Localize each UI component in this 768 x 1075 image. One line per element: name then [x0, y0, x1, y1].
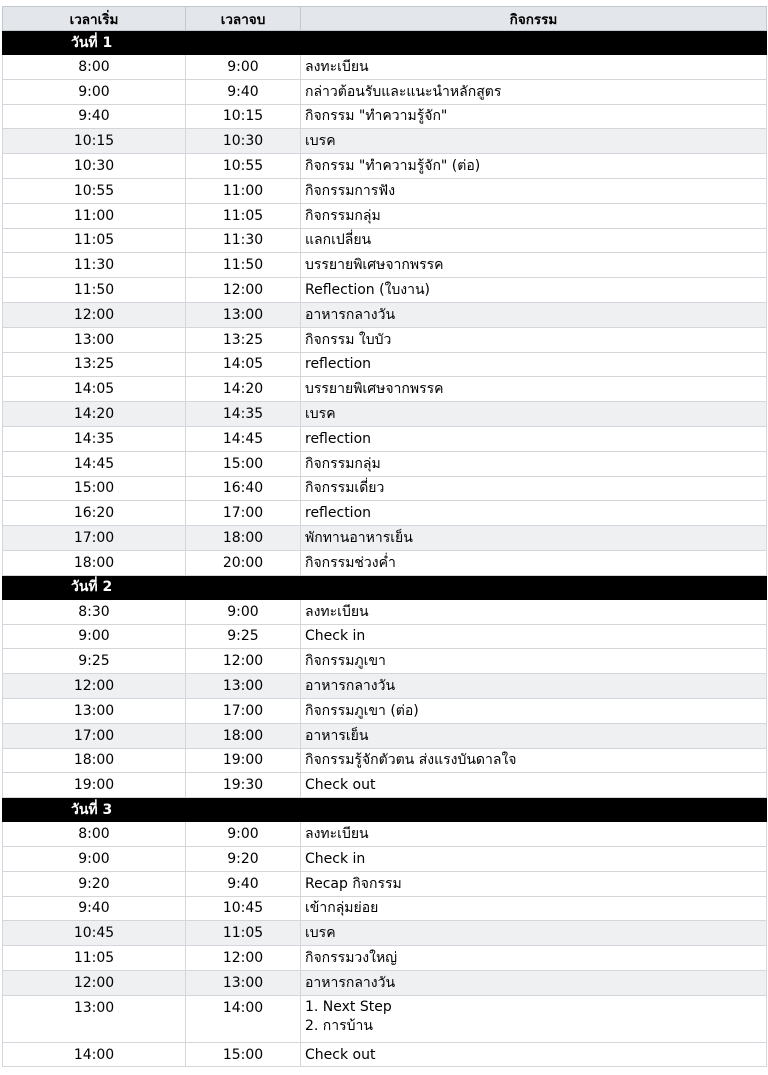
start-time-cell[interactable]: 11:50: [3, 278, 186, 303]
start-time-cell[interactable]: 14:05: [3, 377, 186, 402]
end-time-cell[interactable]: 18:00: [186, 526, 301, 551]
activity-cell[interactable]: reflection: [301, 426, 767, 451]
activity-cell[interactable]: กิจกรรมการฟัง: [301, 178, 767, 203]
end-time-cell[interactable]: 14:00: [186, 995, 301, 1042]
start-time-cell[interactable]: 12:00: [3, 674, 186, 699]
activity-cell[interactable]: เข้ากลุ่มย่อย: [301, 896, 767, 921]
schedule-row: [3, 104, 767, 129]
start-time-cell[interactable]: 9:40: [3, 104, 186, 129]
activity-cell[interactable]: อาหารกลางวัน: [301, 970, 767, 995]
start-time-cell[interactable]: 14:45: [3, 451, 186, 476]
schedule-table: [2, 6, 767, 1067]
day-label[interactable]: วันที่ 2: [3, 575, 186, 599]
end-time-cell[interactable]: 15:00: [186, 451, 301, 476]
schedule-row: [3, 674, 767, 699]
schedule-row: [3, 1042, 767, 1067]
end-time-cell[interactable]: 20:00: [186, 550, 301, 575]
schedule-row: [3, 748, 767, 773]
schedule-row: [3, 921, 767, 946]
start-time-cell[interactable]: 11:05: [3, 228, 186, 253]
end-time-cell[interactable]: 18:00: [186, 723, 301, 748]
start-time-cell[interactable]: 14:20: [3, 402, 186, 427]
end-time-cell[interactable]: 14:45: [186, 426, 301, 451]
schedule-row: [3, 526, 767, 551]
day-activity-cell[interactable]: [301, 575, 767, 599]
start-time-cell[interactable]: 18:00: [3, 748, 186, 773]
activity-cell[interactable]: ลงทะเบียน: [301, 55, 767, 80]
schedule-row: [3, 501, 767, 526]
schedule-row: [3, 451, 767, 476]
end-time-cell[interactable]: 9:40: [186, 79, 301, 104]
start-time-cell[interactable]: 10:30: [3, 154, 186, 179]
end-time-cell[interactable]: 9:40: [186, 871, 301, 896]
end-time-cell[interactable]: 11:00: [186, 178, 301, 203]
start-time-cell[interactable]: 9:20: [3, 871, 186, 896]
end-time-cell[interactable]: 11:30: [186, 228, 301, 253]
schedule-row: [3, 352, 767, 377]
start-time-cell[interactable]: 10:15: [3, 129, 186, 154]
schedule-row: [3, 599, 767, 624]
start-time-cell[interactable]: 13:00: [3, 698, 186, 723]
header-start-time[interactable]: เวลาเริ่ม: [3, 7, 186, 31]
start-time-cell[interactable]: 9:25: [3, 649, 186, 674]
activity-cell[interactable]: Check in: [301, 624, 767, 649]
activity-cell[interactable]: บรรยายพิเศษจากพรรค: [301, 377, 767, 402]
start-time-cell[interactable]: 16:20: [3, 501, 186, 526]
end-time-cell[interactable]: 16:40: [186, 476, 301, 501]
activity-cell[interactable]: Check out: [301, 773, 767, 798]
day-end-cell[interactable]: [186, 575, 301, 599]
end-time-cell[interactable]: 12:00: [186, 946, 301, 971]
schedule-row: [3, 550, 767, 575]
start-time-cell[interactable]: 8:00: [3, 55, 186, 80]
start-time-cell[interactable]: 13:00: [3, 327, 186, 352]
start-time-cell[interactable]: 17:00: [3, 723, 186, 748]
activity-cell[interactable]: reflection: [301, 501, 767, 526]
day-label[interactable]: วันที่ 1: [3, 31, 186, 55]
day-header-row: [3, 31, 767, 55]
activity-cell[interactable]: ลงทะเบียน: [301, 599, 767, 624]
end-time-cell[interactable]: 12:00: [186, 278, 301, 303]
activity-cell[interactable]: เบรค: [301, 921, 767, 946]
start-time-cell[interactable]: 9:00: [3, 846, 186, 871]
end-time-cell[interactable]: 14:35: [186, 402, 301, 427]
end-time-cell[interactable]: 9:25: [186, 624, 301, 649]
activity-cell[interactable]: กิจกรรมภูเขา (ต่อ): [301, 698, 767, 723]
day-end-cell[interactable]: [186, 31, 301, 55]
activity-cell[interactable]: กล่าวต้อนรับและแนะนำหลักสูตร: [301, 79, 767, 104]
schedule-row: [3, 476, 767, 501]
activity-cell[interactable]: อาหารกลางวัน: [301, 674, 767, 699]
end-time-cell[interactable]: 9:00: [186, 822, 301, 847]
schedule-row: [3, 79, 767, 104]
end-time-cell[interactable]: 19:00: [186, 748, 301, 773]
activity-cell[interactable]: กิจกรรมช่วงค่ำ: [301, 550, 767, 575]
activity-cell[interactable]: [301, 995, 767, 1042]
activity-cell[interactable]: กิจกรรมกลุ่ม: [301, 451, 767, 476]
end-time-cell[interactable]: 11:50: [186, 253, 301, 278]
end-time-cell[interactable]: 15:00: [186, 1042, 301, 1067]
start-time-cell[interactable]: 12:00: [3, 970, 186, 995]
activity-cell[interactable]: พักทานอาหารเย็น: [301, 526, 767, 551]
end-time-cell[interactable]: 9:00: [186, 55, 301, 80]
schedule-row: [3, 178, 767, 203]
schedule-row: [3, 228, 767, 253]
activity-cell[interactable]: ลงทะเบียน: [301, 822, 767, 847]
activity-cell[interactable]: Recap กิจกรรม: [301, 871, 767, 896]
start-time-cell[interactable]: 9:40: [3, 896, 186, 921]
activity-cell[interactable]: อาหารกลางวัน: [301, 302, 767, 327]
end-time-cell[interactable]: 10:15: [186, 104, 301, 129]
schedule-row: [3, 624, 767, 649]
schedule-row: [3, 377, 767, 402]
activity-cell[interactable]: แลกเปลี่ยน: [301, 228, 767, 253]
end-time-cell[interactable]: 11:05: [186, 921, 301, 946]
start-time-cell[interactable]: 9:00: [3, 624, 186, 649]
start-time-cell[interactable]: 8:30: [3, 599, 186, 624]
schedule-row: [3, 203, 767, 228]
activity-cell[interactable]: reflection: [301, 352, 767, 377]
start-time-cell[interactable]: 17:00: [3, 526, 186, 551]
day-label[interactable]: วันที่ 3: [3, 798, 186, 822]
start-time-cell[interactable]: 11:00: [3, 203, 186, 228]
schedule-row: [3, 822, 767, 847]
start-time-cell[interactable]: 14:00: [3, 1042, 186, 1067]
start-time-cell[interactable]: 10:55: [3, 178, 186, 203]
end-time-cell[interactable]: 10:55: [186, 154, 301, 179]
schedule-row: [3, 970, 767, 995]
header-row: [3, 7, 767, 31]
schedule-row: [3, 871, 767, 896]
schedule-row: [3, 698, 767, 723]
schedule-row: [3, 253, 767, 278]
end-time-cell[interactable]: 19:30: [186, 773, 301, 798]
end-time-cell[interactable]: 17:00: [186, 501, 301, 526]
day-activity-cell[interactable]: [301, 31, 767, 55]
day-end-cell[interactable]: [186, 798, 301, 822]
schedule-row: [3, 995, 767, 1042]
activity-cell[interactable]: กิจกรรม "ทำความรู้จัก": [301, 104, 767, 129]
schedule-row: [3, 773, 767, 798]
start-time-cell[interactable]: 11:30: [3, 253, 186, 278]
activity-cell[interactable]: Check in: [301, 846, 767, 871]
end-time-cell[interactable]: 10:30: [186, 129, 301, 154]
schedule-row: [3, 327, 767, 352]
activity-cell[interactable]: กิจกรรมรู้จักตัวตน ส่งแรงบันดาลใจ: [301, 748, 767, 773]
schedule-row: [3, 896, 767, 921]
end-time-cell[interactable]: 11:05: [186, 203, 301, 228]
activity-cell[interactable]: กิจกรรม "ทำความรู้จัก" (ต่อ): [301, 154, 767, 179]
end-time-cell[interactable]: 10:45: [186, 896, 301, 921]
end-time-cell[interactable]: 9:00: [186, 599, 301, 624]
end-time-cell[interactable]: 13:25: [186, 327, 301, 352]
activity-cell[interactable]: กิจกรรม ใบบัว: [301, 327, 767, 352]
activity-line: 1. Next Step: [305, 998, 392, 1015]
activity-line: 2. การบ้าน: [305, 1017, 373, 1034]
start-time-cell[interactable]: 15:00: [3, 476, 186, 501]
header-end-time[interactable]: เวลาจบ: [186, 7, 301, 31]
day-activity-cell[interactable]: [301, 798, 767, 822]
activity-cell[interactable]: เบรค: [301, 402, 767, 427]
activity-cell[interactable]: กิจกรรมภูเขา: [301, 649, 767, 674]
schedule-row: [3, 154, 767, 179]
activity-cell[interactable]: เบรค: [301, 129, 767, 154]
schedule-row: [3, 129, 767, 154]
end-time-cell[interactable]: 14:05: [186, 352, 301, 377]
start-time-cell[interactable]: 10:45: [3, 921, 186, 946]
start-time-cell[interactable]: 13:25: [3, 352, 186, 377]
end-time-cell[interactable]: 17:00: [186, 698, 301, 723]
day-header-row: [3, 575, 767, 599]
end-time-cell[interactable]: 13:00: [186, 302, 301, 327]
activity-cell[interactable]: Check out: [301, 1042, 767, 1067]
start-time-cell[interactable]: 19:00: [3, 773, 186, 798]
schedule-row: [3, 426, 767, 451]
end-time-cell[interactable]: 9:20: [186, 846, 301, 871]
end-time-cell[interactable]: 14:20: [186, 377, 301, 402]
schedule-sheet: [2, 6, 766, 1067]
end-time-cell[interactable]: 12:00: [186, 649, 301, 674]
schedule-body: [3, 31, 767, 1067]
start-time-cell[interactable]: 8:00: [3, 822, 186, 847]
schedule-row: [3, 402, 767, 427]
start-time-cell[interactable]: 11:05: [3, 946, 186, 971]
schedule-row: [3, 278, 767, 303]
schedule-row: [3, 649, 767, 674]
schedule-row: [3, 302, 767, 327]
activity-cell[interactable]: Reflection (ใบงาน): [301, 278, 767, 303]
schedule-row: [3, 846, 767, 871]
activity-cell[interactable]: อาหารเย็น: [301, 723, 767, 748]
start-time-cell[interactable]: 18:00: [3, 550, 186, 575]
header-activity[interactable]: กิจกรรม: [301, 7, 767, 31]
schedule-row: [3, 55, 767, 80]
start-time-cell[interactable]: 13:00: [3, 995, 186, 1042]
end-time-cell[interactable]: 13:00: [186, 674, 301, 699]
activity-cell[interactable]: บรรยายพิเศษจากพรรค: [301, 253, 767, 278]
activity-cell[interactable]: กิจกรรมวงใหญ่: [301, 946, 767, 971]
schedule-row: [3, 946, 767, 971]
start-time-cell[interactable]: 9:00: [3, 79, 186, 104]
start-time-cell[interactable]: 14:35: [3, 426, 186, 451]
activity-cell[interactable]: กิจกรรมเดี่ยว: [301, 476, 767, 501]
activity-cell[interactable]: กิจกรรมกลุ่ม: [301, 203, 767, 228]
day-header-row: [3, 798, 767, 822]
start-time-cell[interactable]: 12:00: [3, 302, 186, 327]
end-time-cell[interactable]: 13:00: [186, 970, 301, 995]
schedule-row: [3, 723, 767, 748]
